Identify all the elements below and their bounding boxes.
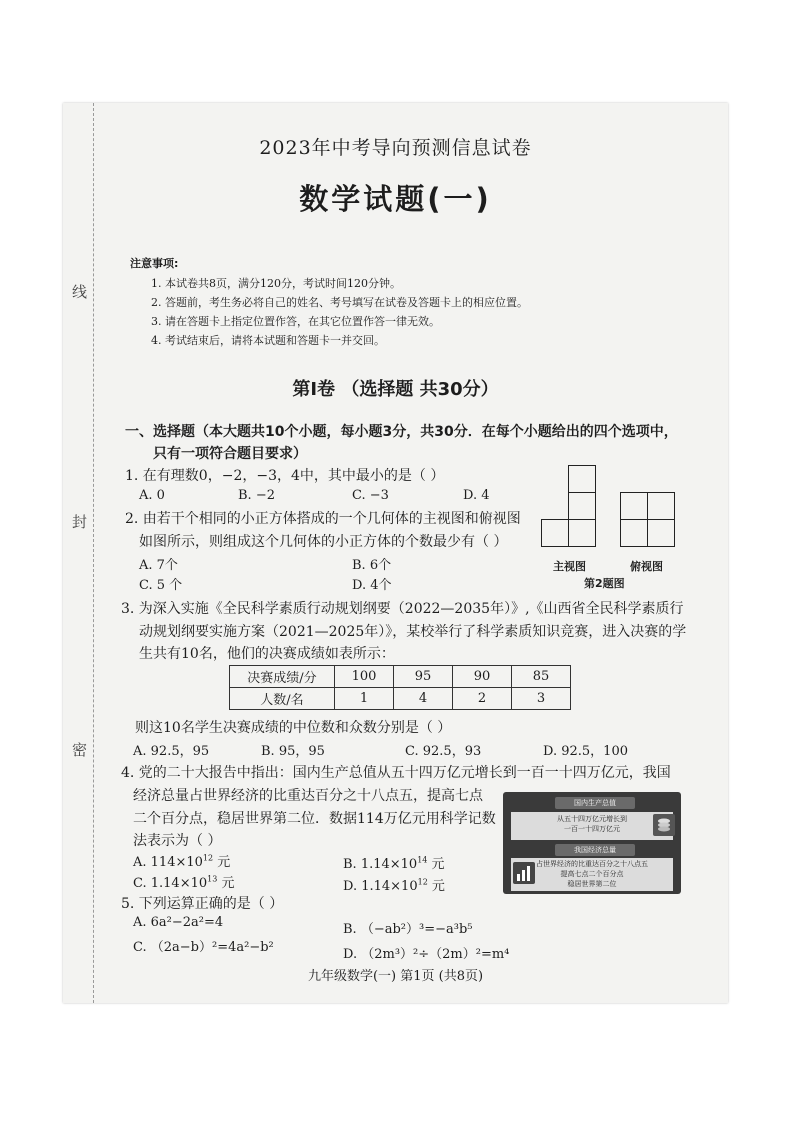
q1-option-d: D. 4 — [463, 488, 490, 503]
question-2-stem: 2. 由若干个相同的小正方体搭成的一个几何体的主视图和俯视图 — [125, 511, 521, 527]
q3-option-d: D. 92.5，100 — [543, 744, 628, 759]
table-cell: 85 — [512, 666, 571, 688]
notice-item: 2. 答题前，考生务必将自己的姓名、考号填写在试卷及答题卡上的相应位置。 — [151, 296, 528, 309]
question-4-stem: 4. 党的二十大报告中指出：国内生产总值从五十四万亿元增长到一百一十四万亿元，我国 — [121, 765, 671, 781]
q3-option-b: B. 95，95 — [261, 744, 325, 759]
section-heading-cont: 只有一项符合题目要求） — [153, 446, 307, 462]
infographic-tag: 国内生产总值 — [555, 797, 635, 809]
question-3-stem-cont: 动规划纲要实施方案（2021—2025年）》，某校举行了科学素质知识竞赛，进入决赛的学 — [139, 624, 687, 640]
page-footer: 九年级数学(一) 第1页 (共8页) — [307, 969, 484, 984]
q5-option-c: C. （2a−b）²=4a²−b² — [133, 940, 274, 955]
coins-icon — [653, 814, 675, 836]
binding-char-feng: 封 — [72, 513, 88, 531]
q4-option-a: A. $114\times 10^{12}$ 元 — [133, 853, 231, 870]
notice-heading: 注意事项: — [130, 257, 179, 270]
exam-title: 数学试题(一) — [299, 182, 492, 216]
question-2-stem-cont: 如图所示，则组成这个几何体的小正方体的个数最少有（ ） — [139, 534, 508, 550]
q2-option-b: B. 6个 — [352, 558, 392, 573]
notice-item: 1. 本试卷共8页，满分120分，考试时间120分钟。 — [151, 277, 401, 290]
binding-char-mi: 密 — [72, 741, 88, 759]
question-3-stem: 3. 为深入实施《全民科学素质行动规划纲要（2022—2035年）》,《山西省全民科学素质行 — [121, 601, 684, 617]
infographic-tag: 我国经济总量 — [555, 844, 635, 856]
exam-subtitle: 2023年中考导向预测信息试卷 — [259, 137, 532, 159]
binding-char-xian: 线 — [72, 283, 88, 301]
q2-option-d: D. 4个 — [352, 578, 392, 593]
section-heading: 一、选择题（本大题共10个小题，每小题3分，共30分．在每个小题给出的四个选项中， — [125, 424, 678, 440]
top-view-label: 俯视图 — [630, 560, 663, 573]
question-5-stem: 5. 下列运算正确的是（ ） — [121, 896, 284, 912]
exam-paper — [63, 103, 728, 1003]
table-cell: 90 — [453, 666, 512, 688]
table-row-header: 人数/名 — [230, 688, 335, 710]
notice-item: 4. 考试结束后，请将本试题和答题卡一并交回。 — [151, 334, 385, 347]
table-cell: 95 — [394, 666, 453, 688]
table-row — [230, 666, 571, 688]
question-3-stem-cont2: 生共有10名，他们的决赛成绩如表所示： — [139, 646, 395, 662]
table-cell: 2 — [453, 688, 512, 710]
binding-dashed-line — [93, 103, 94, 1003]
table-cell: 100 — [335, 666, 394, 688]
q4-option-b: B. $1.14\times 10^{14}$ 元 — [343, 855, 445, 872]
q4-option-c: C. $1.14\times 10^{13}$ 元 — [133, 874, 235, 891]
table-cell: 1 — [335, 688, 394, 710]
table-cell: 4 — [394, 688, 453, 710]
question-4-stem-cont3: 法表示为（ ） — [133, 833, 222, 849]
score-table — [229, 665, 571, 710]
question-4-stem-cont: 经济总量占世界经济的比重达百分之十八点五，提高七点 — [133, 788, 483, 804]
infographic-panel: 占世界经济的比重达百分之十八点五 提高七点二个百分点 稳居世界第二位 — [511, 858, 673, 891]
question-3-stem-cont3: 则这10名学生决赛成绩的中位数和众数分别是（ ） — [135, 720, 452, 736]
q1-option-a: A. 0 — [139, 488, 165, 503]
q3-option-c: C. 92.5，93 — [405, 744, 482, 759]
figure-caption: 第2题图 — [584, 577, 625, 590]
volume-heading: 第Ⅰ卷 （选择题 共30分） — [292, 379, 499, 400]
q2-option-a: A. 7个 — [139, 558, 178, 573]
q5-option-d: D. （2m³）²÷（2m）²=m⁴ — [343, 947, 510, 962]
table-cell: 3 — [512, 688, 571, 710]
table-row — [230, 688, 571, 710]
notice-item: 3. 请在答题卡上指定位置作答，在其它位置作答一律无效。 — [151, 315, 440, 328]
front-view-label: 主视图 — [553, 560, 586, 573]
bar-chart-icon — [513, 862, 535, 884]
q4-option-d: D. $1.14\times 10^{12}$ 元 — [343, 877, 445, 894]
gdp-infographic — [503, 792, 681, 894]
question-1-stem: 1. 在有理数0，−2，−3，4中，其中最小的是（ ） — [125, 468, 445, 484]
q3-option-a: A. 92.5，95 — [133, 744, 210, 759]
q5-option-b: B. （−ab²）³=−a³b⁵ — [343, 922, 473, 937]
infographic-panel: 从五十四万亿元增长到 一百一十四万亿元 — [511, 812, 673, 840]
table-row-header: 决赛成绩/分 — [230, 666, 335, 688]
q1-option-b: B. −2 — [238, 488, 275, 503]
q5-option-a: A. 6a²−2a²=4 — [133, 915, 224, 930]
question-4-stem-cont2: 二个百分点，稳居世界第二位．数据114万亿元用科学记数 — [133, 811, 496, 827]
q1-option-c: C. −3 — [352, 488, 389, 503]
q2-option-c: C. 5 个 — [139, 578, 183, 593]
